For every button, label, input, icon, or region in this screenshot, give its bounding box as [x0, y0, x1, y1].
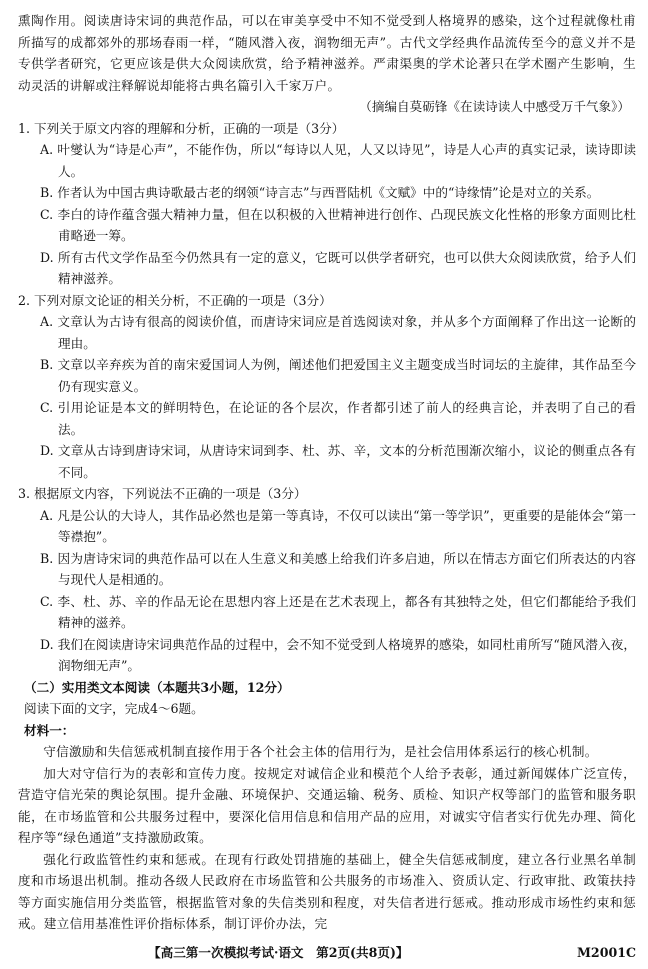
page-footer	[0, 943, 648, 963]
material-paragraph: 加大对守信行为的表彰和宣传力度。按规定对诚信企业和模范个人给予表彰，通过新闻媒体广泛宣传，营造守信光荣的舆论氛围。提升金融、环境保护、交通运输、税务、质检、知识产权等部门的监管和服务职能，在市场监管和公共服务过程中，要深化信用信息和信用产品的应用，对诚实守信者实行优先办理、简化程序等“绿色通道”支持激励政策。	[18, 765, 636, 845]
section-title: （二）实用类文本阅读（本题共3小题，12分）	[24, 679, 290, 695]
section-instruction: 阅读下面的文字，完成4～6题。	[24, 701, 204, 716]
option-b: B. 因为唐诗宋词的典范作品可以在人生意义和美感上给我们许多启迪，所以在情志方面它们所表达的内容与现代人是相通的。	[40, 550, 636, 587]
option-c: C. 引用论证是本文的鲜明特色，在论证的各个层次，作者都引述了前人的经典言论，并表明了自己的看法。	[40, 400, 636, 437]
exam-page	[18, 10, 636, 935]
option-d: D. 所有古代文学作品至今仍然具有一定的意义，它既可以供学者研究，也可以供大众阅读欣赏，给予人们精神滋养。	[40, 249, 636, 286]
option-b: B. 作者认为中国古典诗歌最古老的纲领“诗言志”与西晋陆机《文赋》中的“诗缘情”论是对立的关系。	[40, 185, 600, 200]
question-stem: 1. 下列关于原文内容的理解和分析，正确的一项是（3分）	[18, 120, 345, 136]
passage-source: （摘编自莫砺锋《在读诗读人中感受万千气象》）	[359, 99, 630, 114]
material-paragraph: 强化行政监管性约束和惩戒。在现有行政处罚措施的基础上，健全失信惩戒制度，建立各行业黑名单制度和市场退出机制。推动各级人民政府在市场监管和公共服务的市场准入、资质认定、行政审批、政策扶持等方面实施信用分类监管，根据监管对象的失信类别和程度，对失信者进行惩戒。推动形成市场性约束和惩戒。建立信用基准性评价指标体系，制订评价办法，完	[18, 851, 636, 931]
option-c: C. 李、杜、苏、辛的作品无论在思想内容上还是在艺术表现上，都各有其独特之处，但它们都能给予我们精神的滋养。	[40, 593, 636, 630]
material-paragraph: 守信激励和失信惩戒机制直接作用于各个社会主体的信用行为，是社会信用体系运行的核心机制。	[43, 744, 598, 759]
option-b: B. 文章以辛弃疾为首的南宋爱国词人为例，阐述他们把爱国主义主题变成当时词坛的主旋律，其作品至今仍有现实意义。	[40, 357, 636, 394]
option-a: A. 文章认为古诗有很高的阅读价值，而唐诗宋词应是首选阅读对象，并从多个方面阐释了作出这一论断的理由。	[40, 314, 636, 351]
option-d: D. 我们在阅读唐诗宋词典范作品的过程中，会不知不觉受到人格境界的感染，如同杜甫所写“随风潜入夜，润物细无声”。	[40, 636, 636, 673]
question-3	[18, 483, 636, 677]
footer-title: 【高三第一次模拟考试·语文 第2页(共8页)】	[148, 945, 409, 960]
option-c: C. 李白的诗作蕴含强大精神力量，但在以积极的入世精神进行创作、凸现民族文化性格的形象方面则比杜甫略逊一筹。	[40, 206, 636, 243]
exam-code: M2001C	[576, 945, 636, 960]
option-a: A. 凡是公认的大诗人，其作品必然也是第一等真诗，不仅可以读出“第一等学识”，更重要的是能体会“第一等襟抱”。	[40, 507, 636, 544]
question-1	[18, 118, 636, 290]
option-a: A. 叶燮认为“诗是心声”，不能作伪，所以“每诗以人见，人又以诗见”，诗是人心声的真实记录，读诗即读人。	[40, 142, 636, 179]
question-stem: 3. 根据原文内容，下列说法不正确的一项是（3分）	[18, 486, 307, 501]
passage-paragraph: 熏陶作用。阅读唐诗宋词的典范作品，可以在审美享受中不知不觉受到人格境界的感染，这个过程就像杜甫所描写的成都郊外的那场春雨一样，“随风潜入夜，润物细无声”。古代文学经典作品流传至今的意义并不是专供学者研究，它更应该是供大众阅读欣赏，给予精神滋养。严肃渠奥的学术论著只在学术圈产生影响，生动灵活的讲解或注释解说却能将古典名篇引入千家万户。	[18, 13, 636, 93]
option-d: D. 文章从古诗到唐诗宋词，从唐诗宋词到李、杜、苏、辛，文本的分析范围渐次缩小，议论的侧重点各有不同。	[40, 443, 636, 480]
question-2	[18, 290, 636, 484]
question-stem: 2. 下列对原文论证的相关分析，不正确的一项是（3分）	[18, 292, 332, 308]
material-label: 材料一：	[24, 722, 75, 738]
